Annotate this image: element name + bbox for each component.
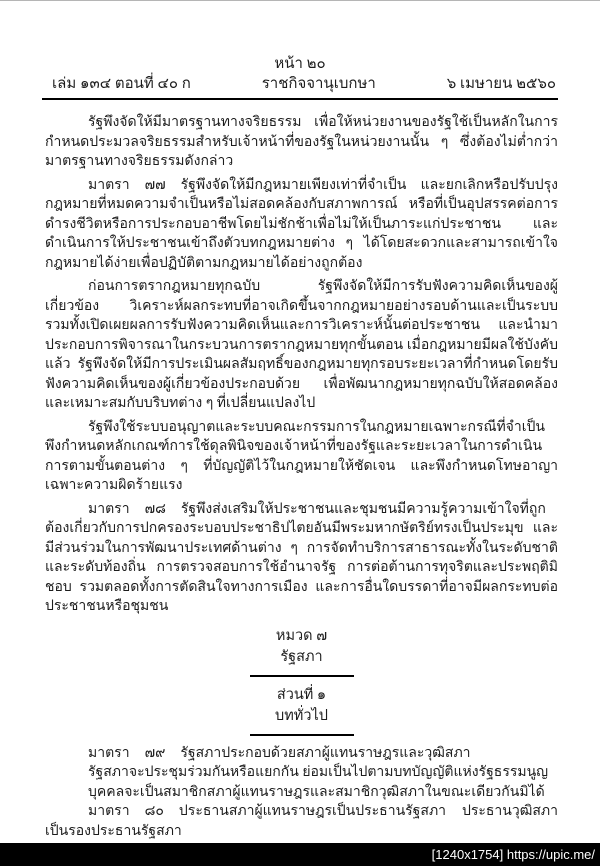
chapter-label: หมวด ๗: [275, 627, 328, 644]
part-divider-rule: [250, 734, 354, 736]
paragraph-section-77: [45, 176, 558, 274]
section-number: ๘๐: [144, 804, 164, 819]
paragraph-dual-membership: [45, 783, 558, 803]
paragraph-text: รัฐพึงจัดให้มีมาตรฐานทางจริยธรรม เพื่อให้หน่วยงานของรัฐใช้เป็นหลักในการกำหนดประมวลจริยธรรมสำหรับเจ้าหน้าที่ของรัฐในหน่วยงานนั้น ๆ ซึ่งต้องไม่ต่ำกว่ามาตรฐานทางจริยธรรมดังกล่าว: [45, 115, 558, 169]
paragraph-parliament-sessions: [45, 763, 558, 783]
watermark-bar: [0, 843, 600, 866]
paragraph-text: รัฐสภาจะประชุมร่วมกันหรือแยกกัน ย่อมเป็นไปตามบทบัญญัติแห่งรัฐธรรมนูญ: [88, 765, 549, 780]
page-number: หน้า ๒๐: [274, 56, 326, 72]
gazette-title: ราชกิจจานุเบกษา: [261, 76, 376, 92]
paragraph-text: รัฐพึงส่งเสริมให้ประชาชนและชุมชนมีความรู้ความเข้าใจที่ถูกต้องเกี่ยวกับการปกครองระบอบประชาธิปไตยอันมีพระมหากษัตริย์ทรงเป็นประมุข และมีส่วนร่วมในการพัฒนาประเทศด้านต่าง ๆ การจัดทำบริการสาธารณะทั้งในระดับชาติและระดับท้องถิ่น การตรวจสอบการใช้อำนาจรัฐ การต่อต้านการทุจริตและประพฤติมิชอบ รวมตลอดทั้งการตัดสินใจทางการเมือง และการอื่นใดบรรดาที่อาจมีผลกระทบต่อประชาชนหรือชุมชน: [45, 501, 558, 614]
paragraph-text: รัฐพึงจัดให้มีกฎหมายเพียงเท่าที่จำเป็น และยกเลิกหรือปรับปรุงกฎหมายที่หมดความจำเป็นหรือไม่สอดคล้องกับสภาพการณ์ หรือที่เป็นอุปสรรคต่อการดำรงชีวิตหรือการประกอบอาชีพโดยไม่ชักช้าเพื่อไม่ให้เป็นภาระแก่ประชาชน และดำเนินการให้ประชาชนเข้าถึงตัวบทกฎหมายต่าง ๆ ได้โดยสะดวกและสามารถเข้าใจกฎหมายได้ง่ายเพื่อปฏิบัติตามกฎหมายได้อย่างถูกต้อง: [45, 177, 558, 271]
paragraph-permit-system: [45, 418, 558, 496]
paragraph-ethics-standard: [45, 113, 558, 172]
issue-date: ๖ เมษายน ๒๕๖๐: [446, 76, 556, 92]
section-number: ๗๘: [144, 501, 166, 517]
section-term: มาตรา: [88, 804, 130, 819]
section-term: มาตรา: [88, 177, 130, 193]
volume-issue-label: เล่ม ๑๓๔ ตอนที่ ๔๐ ก: [52, 76, 191, 92]
paragraph-section-80: [45, 802, 558, 841]
section-number: ๗๗: [144, 177, 166, 193]
document-body: [0, 100, 600, 841]
paragraph-section-78: [45, 500, 558, 617]
paragraph-section-79: [45, 744, 558, 764]
paragraph-text: ก่อนการตรากฎหมายทุกฉบับ รัฐพึงจัดให้มีการรับฟังความคิดเห็นของผู้เกี่ยวข้อง วิเคราะห์ผลกระทบที่อาจเกิดขึ้นจากกฎหมายอย่างรอบด้านและเป็นระบบ รวมทั้งเปิดเผยผลการรับฟังความคิดเห็นและการวิเคราะห์นั้นต่อประชาชน และนำมาประกอบการพิจารณาในกระบวนการตรากฎหมายทุกขั้นตอน เมื่อกฎหมายมีผลใช้บังคับแล้ว รัฐพึงจัดให้มีการประเมินผลสัมฤทธิ์ของกฎหมายทุกรอบระยะเวลาที่กำหนดโดยรับฟังความคิดเห็นของผู้เกี่ยวข้องประกอบด้วย เพื่อพัฒนากฎหมายทุกฉบับให้สอดคล้องและเหมาะสมกับบริบทต่าง ๆ ที่เปลี่ยนแปลงไป: [45, 279, 558, 411]
section-term: มาตรา: [88, 501, 130, 517]
paragraph-text: บุคคลจะเป็นสมาชิกสภาผู้แทนราษฎรและสมาชิกวุฒิสภาในขณะเดียวกันมิได้: [88, 784, 545, 800]
paragraph-text: ประธานสภาผู้แทนราษฎรเป็นประธานรัฐสภา ประธานวุฒิสภาเป็นรองประธานรัฐสภา: [45, 804, 558, 839]
part-title: บททั่วไป: [275, 707, 328, 724]
chapter-heading: [45, 626, 558, 736]
section-number: ๗๙: [144, 745, 166, 761]
chapter-title: รัฐสภา: [280, 648, 323, 665]
paragraph-text: รัฐสภาประกอบด้วยสภาผู้แทนราษฎรและวุฒิสภา: [180, 745, 471, 761]
part-label: ส่วนที่ ๑: [276, 686, 327, 703]
header-row: [0, 75, 600, 94]
section-term: มาตรา: [88, 745, 130, 761]
page-header: [0, 1, 600, 100]
watermark-text: [1240x1754] https://upic.me/: [431, 847, 595, 862]
paragraph-text: รัฐพึงใช้ระบบอนุญาตและระบบคณะกรรมการในกฎหมายเฉพาะกรณีที่จำเป็น พึงกำหนดหลักเกณฑ์การใช้ดุลพินิจของเจ้าหน้าที่ของรัฐและระยะเวลาในการดำเนินการตามขั้นตอนต่าง ๆ ที่บัญญัติไว้ในกฎหมายให้ชัดเจน และพึงกำหนดโทษอาญาเฉพาะความผิดร้ายแรง: [45, 419, 558, 493]
paragraph-law-hearing: [45, 277, 558, 414]
chapter-divider-rule: [250, 675, 354, 677]
